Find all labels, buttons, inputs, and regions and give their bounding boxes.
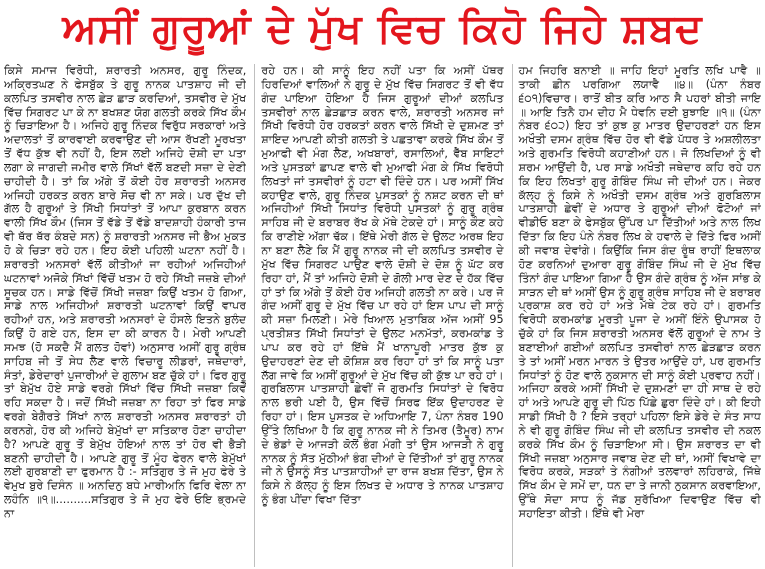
article-column-2 <box>254 64 503 567</box>
article-body <box>4 64 761 567</box>
column-text: ਕਿਸੇ ਸਮਾਜ ਵਿਰੋਧੀ, ਸ਼ਰਾਰਤੀ ਅਨਸਰ, ਗੁਰੂ ਨਿੰਦਕ, ਅਕ੍ਰਿਤਘਣ ਨੇ ਫੇਸਬੁੱਕ ਤੇ ਗੁਰੂ ਨਾਨਕ ਪਾਤਸ਼ਾਹ ਜੀ ਦੀ ਕਲਪਿਤ ਤਸਵੀਰ ਨਾਲ ਛੇੜ ਛਾੜ ਕਰਦਿਆਂ, ਤਸਵੀਰ ਦੇ ਮੁੱਖ ਵਿੱਚ ਸਿਗਰਟ ਪਾ ਕੇ ਨਾ ਬਖਸ਼ਣ ਯੋਗ ਗਲਤੀ ਕਰਕੇ ਸਿੱਖ ਕੌਮ ਨੂੰ ਚਿੜਾਇਆ ਹੈ। ਅਜਿਹੇ ਗੁਰੂ ਨਿੰਦਕ ਵਿਰੁੱਧ ਸਰਕਾਰਾਂ ਅਤੇ ਅਦਾਲਤਾਂ ਤੋਂ ਕਾਰਵਾਈ ਕਰਵਾਉਣ ਦੀ ਆਸ ਰੱਖਣੀ ਮੂਰਖਤਾ ਤੋਂ ਵੱਧ ਕੁੱਝ ਵੀ ਨਹੀਂ ਹੈ, ਇਸ ਲਈ ਅਜਿਹੇ ਦੋਸ਼ੀ ਦਾ ਪਤਾ ਲਗਾ ਕੇ ਜਾਗਦੀ ਜਮੀਰ ਵਾਲੇ ਸਿੱਖਾਂ ਵੱਲੋਂ ਬਣਦੀ ਸਜ਼ਾ ਦੇ ਦੇਣੀ ਚਾਹੀਦੀ ਹੈ। ਤਾਂ ਕਿ ਅੱਗੇ ਤੋਂ ਕੋਈ ਹੋਰ ਸ਼ਰਾਰਤੀ ਅਨਸਰ ਅਜਿਹੀ ਹਰਕਤ ਕਰਨ ਬਾਰੇ ਸੋਚ ਵੀ ਨਾ ਸਕੇ। ਪਰ ਦੁੱਖ ਦੀ ਗੱਲ ਹੈ ਗੁਰੂਆਂ ਤੇ ਸਿੱਖੀ ਸਿਧਾਂਤਾਂ ਤੋਂ ਆਪਾ ਕੁਰਬਾਨ ਕਰਨ ਵਾਲੀ ਸਿੱਖ ਕੌਮ (ਜਿਸ ਤੋਂ ਵੱਡੇ ਤੋਂ ਵੱਡੇ ਬਾਦਸ਼ਾਹੀ ਹੰਕਾਰੀ ਤਾਜ ਵੀ ਥੱਰ ਥੱਰ ਕੰਬਦੇ ਸਨ) ਨੂੰ ਸ਼ਰਾਰਤੀ ਅਨਸਰ ਜੀ ਭੈਅ ਮੁਕਤ ਹੋ ਕੇ ਚਿੜਾ ਰਹੇ ਹਨ। ਇਹ ਕੋਈ ਪਹਿਲੀ ਘਟਨਾ ਨਹੀਂ ਹੈ। ਸ਼ਰਾਰਤੀ ਅਨਸਰਾਂ ਵੱਲੋਂ ਕੀਤੀਆਂ ਜਾ ਰਹੀਆਂ ਅਜਿਹੀਆਂ ਘਟਨਾਵਾਂ ਅਜੋਕੇ ਸਿੱਖਾਂ ਵਿੱਚੋਂ ਖਤਮ ਹੋ ਰਹੇ ਸਿੱਖੀ ਜਜ਼ਬੇ ਦੀਆਂ ਸੂਚਕ ਹਨ। ਸਾਡੇ ਵਿੱਚੋਂ ਸਿੱਖੀ ਜਜ਼ਬਾ ਕਿਉਂ ਖਤਮ ਹੋ ਗਿਆ, ਸਾਡੇ ਨਾਲ ਅਜਿਹੀਆਂ ਸ਼ਰਾਰਤੀ ਘਟਨਾਵਾਂ ਕਿਉਂ ਵਾਪਰ ਰਹੀਆਂ ਹਨ, ਅਤੇ ਸ਼ਰਾਰਤੀ ਅਨਸਰਾਂ ਦੇ ਹੌਸਲੇ ਇਤਨੇ ਬੁਲੰਦ ਕਿਉਂ ਹੋ ਗਏ ਹਨ, ਇਸ ਦਾ ਕੀ ਕਾਰਨ ਹੈ। ਮੇਰੀ ਆਪਣੀ ਸਮਝ (ਹੋ ਸਕਦੈ ਮੈਂ ਗਲਤ ਹੋਵਾਂ) ਅਨੁਸਾਰ ਅਸੀਂ ਗੁਰੂ ਗ੍ਰੰਥ ਸਾਹਿਬ ਜੀ ਤੋਂ ਸੇਧ ਲੈਣ ਵਾਲੇ ਵਿਚਾਰੂ ਲੀਡਰਾਂ, ਜਥੇਦਾਰਾਂ, ਸੰਤਾਂ, ਡੇਰੇਦਾਰਾਂ ਪੁਜਾਰੀਆਂ ਦੇ ਗੁਲਾਮ ਬਣ ਚੁੱਕੇ ਹਾਂ। ਫਿਰ ਗੁਰੂ ਤਾਂ ਬੇਮੁੱਖ ਹੋਏ ਸਾਡੇ ਵਰਗੇ ਸਿੱਖਾਂ ਵਿੱਚ ਸਿੱਖੀ ਜਜ਼ਬਾ ਕਿਵੇਂ ਰਹਿ ਸਕਦਾ ਹੈ। ਜਦੋਂ ਸਿੱਖੀ ਜਜ਼ਬਾ ਨਾ ਰਿਹਾ ਤਾਂ ਫਿਰ ਸਾਡੇ ਵਰਗੇ ਬੇਗੈਰਤੇ ਸਿੱਖਾਂ ਨਾਲ ਸ਼ਰਾਰਤੀ ਅਨਸਰ ਸ਼ਰਾਰਤਾਂ ਹੀ ਕਰਨਗੇ, ਹੋਰ ਕੀ ਅਜਿਹੇ ਬੇਮੁੱਖਾਂ ਦਾ ਸਤਿਕਾਰ ਹੋਣਾ ਚਾਹੀਦਾ ਹੈ? ਆਪਣੇ ਗੁਰੂ ਤੋਂ ਬੇਮੁੱਖ ਹੋਇਆਂ ਨਾਲ ਤਾਂ ਹੋਰ ਵੀ ਭੈੜੀ ਬਣਨੀ ਚਾਹੀਦੀ ਹੈ। ਆਪਣੇ ਗੁਰੂ ਤੋਂ ਮੂੰਹ ਫੇਰਨ ਵਾਲੇ ਬੇਮੁੱਖਾਂ ਲਈ ਗੁਰਬਾਣੀ ਦਾ ਫੁਰਮਾਨ ਹੈ :- ਸਤਿਗੁਰ ਤੇ ਜੋ ਮੁਹ ਫੇਰੇ ਤੇ ਵੇਮੁਖ ਬੁਰੇ ਦਿਸੰਨ ॥ ਅਨਦਿਨੁ ਬਧੇ ਮਾਰੀਅਨਿ ਫਿਰਿ ਵੇਲਾ ਨਾ ਲਹੰਨਿ ॥੧॥..........ਸਤਿਗੁਰ ਤੇ ਜੋ ਮੁਹ ਫੇਰੇ ਓਇ ਭ੍ਰਮਦੇ ਨਾ <box>4 64 247 520</box>
headline: ਅਸੀਂ ਗੁਰੂਆਂ ਦੇ ਮੁੱਖ ਵਿਚ ਕਿਹੋ ਜਿਹੇ ਸ਼ਬਦ <box>62 6 703 52</box>
article-column-3 <box>512 64 761 567</box>
article-column-1 <box>4 64 246 567</box>
column-text: ਹਮ ਜਿਹਰਿ ਬਨਾਈ ॥ ਜਾਹਿ ਇਹਾਂ ਮੂਰਤਿ ਲਖਿ ਪਾਵੈ ॥ ਤਾਕੀ ਛੀਨ ਪਰਗਿਆ ਲਯਾਵੈ ॥੪॥ (ਪੰਨਾ ਨੰਬਰ ੬੦੧)ਵਿਚਾਰ। ਰਾਤੋਂ ਬੀਤ ਕਰਿ ਆਠ ਸੈ ਪਹਰਾਂ ਬੀਤੀ ਜਾਇ ॥ ਆਇ ਤਿਨੈ ਹਮ ਦੀਹ ਮੈ ਧੇਵਨਿ ਦਈ ਬੁਝਾਇ ॥੧॥ (ਪੰਨਾ ਨੰਬਰ ੬੦੨) ਇਹ ਤਾਂ ਕੁਝ ਕੁ ਮਾਤਰ ਉਦਾਹਰਣਾਂ ਹਨ ਇਸ ਅਖੌਤੀ ਦਸਮ ਗ੍ਰੰਥ ਵਿੱਚ ਹੋਰ ਵੀ ਵੱਡੇ ਪੱਧਰ ਤੇ ਅਸ਼ਲੀਲਤਾ ਅਤੇ ਗੁਰਮਤਿ ਵਿਰੋਧੀ ਕਹਾਣੀਆਂ ਹਨ। ਜੋ ਲਿਖਦਿਆਂ ਨੂੰ ਵੀ ਸ਼ਰਮ ਆਉਂਦੀ ਹੈ, ਪਰ ਸਾਡੇ ਅਖੌਤੀ ਜਥੇਦਾਰ ਕਹਿ ਰਹੇ ਹਨ ਕਿ ਇਹ ਲਿਖਤਾਂ ਗੁਰੂ ਗੋਬਿੰਦ ਸਿੰਘ ਜੀ ਦੀਆਂ ਹਨ। ਜੇਕਰ ਕੱਲ੍ਹ ਨੂੰ ਕਿਸੇ ਨੇ ਅਖੌਤੀ ਦਸਮ ਗ੍ਰੰਥ ਅਤੇ ਗੁਰਬਿਲਾਸ ਪਾਤਸ਼ਾਹੀ ਛੇਵੀਂ ਦੇ ਅਧਾਰ ਤੇ ਗੁਰੂਆਂ ਦੀਆਂ ਫੋਟੋਆਂ ਜਾਂ ਵੀਡੀਓ ਬਣਾ ਕੇ ਫੇਸਬੁੱਕ ਉੱਪਰ ਪਾ ਦਿੱਤੀਆਂ ਅਤੇ ਨਾਲ ਲਿਖ ਦਿੱਤਾ ਕਿ ਇਹ ਪੰਨੇ ਨੰਬਰ ਲਿਖ ਕੇ ਹਵਾਲੇ ਦੇ ਦਿੱਤੇ ਫਿਰ ਅਸੀਂ ਕੀ ਜਵਾਬ ਦੇਵਾਂਗੇ। ਕਿਉਂਕਿ ਜਿਸ ਗੰਦ ਰੂੰਥ ਰਾਹੀਂ ਇਥਲਾਕ ਹੋਣ ਕਰਨਿਆਂ ਦੁਆਰਾ ਗੁਰੂ ਗੋਬਿੰਦ ਸਿੰਘ ਜੀ ਦੇ ਮੁੱਖ ਵਿੱਚ ਤਿੰਨਾਂ ਗੰਦ ਪਾਇਆ ਗਿਆ ਹੈ ਉਸ ਗੰਦੇ ਗ੍ਰੰਥ ਨੂੰ ਅੱਜ ਸਾਂਭ ਕੇ ਸਾੜਨ ਦੀ ਥਾਂ ਅਸੀਂ ਉਸ ਨੂੰ ਗੁਰੂ ਗ੍ਰੰਥ ਸਾਹਿਬ ਜੀ ਦੇ ਬਰਾਬਰ ਪ੍ਰਕਾਸ਼ ਕਰ ਰਹੇ ਹਾਂ ਅਤੇ ਮੱਥੇ ਟੇਕ ਰਹੇ ਹਾਂ। ਗੁਰਮਤਿ ਵਿਰੋਧੀ ਕਰਮਕਾਂਡ ਮੂਰਤੀ ਪੂਜਾ ਦੇ ਅਸੀਂ ਇੰਨੇ ਉਪਾਸਕ ਹੋ ਚੁੱਕੇ ਹਾਂ ਕਿ ਜਿਸ ਸ਼ਰਾਰਤੀ ਅਨਸਰ ਵੱਲੋਂ ਗੁਰੂਆਂ ਦੇ ਨਾਮ ਤੇ ਬਣਾਈਆਂ ਗਈਆਂ ਕਲਪਿਤ ਤਸਵੀਰਾਂ ਨਾਲ ਛੇੜਛਾੜ ਕਰਨ ਤੇ ਤਾਂ ਅਸੀਂ ਮਰਨ ਮਾਰਨ ਤੇ ਉਤਰ ਆਉਂਦੇ ਹਾਂ, ਪਰ ਗੁਰਮਤਿ ਸਿਧਾਂਤਾਂ ਨੂੰ ਹੋਣ ਵਾਲੇ ਨੁਕਸਾਨ ਦੀ ਸਾਨੂੰ ਕੋਈ ਪ੍ਰਵਾਹ ਨਹੀਂ। ਅਜਿਹਾ ਕਰਕੇ ਅਸੀਂ ਸਿੱਖੀ ਦੇ ਦੁਸ਼ਮਣਾਂ ਦਾ ਹੀ ਸਾਥ ਦੇ ਰਹੇ ਹਾਂ ਅਤੇ ਆਪਣੇ ਗੁਰੂ ਦੀ ਪਿੱਠ ਪਿੱਛੇ ਛੁਰਾ ਦਿੰਦੇ ਹਾਂ। ਕੀ ਇਹੀ ਸਾਡੀ ਸਿੱਖੀ ਹੈ ? ਇਸੇ ਤਰ੍ਹਾਂ ਪਹਿਲਾ ਇਸੇ ਡੇਰੇ ਦੇ ਸੰਤ ਸਾਧ ਨੇ ਵੀ ਗੁਰੂ ਗੋਬਿੰਦ ਸਿੰਘ ਜੀ ਦੀ ਕਲਪਿਤ ਤਸਵੀਰ ਦੀ ਨਕਲ ਕਰਕੇ ਸਿੱਖ ਕੌਮ ਨੂੰ ਚਿੜਾਇਆ ਸੀ। ਉਸ ਸ਼ਰਾਰਤ ਦਾ ਵੀ ਸਿੱਖੀ ਜਜ਼ਬਾ ਅਨੁਸਾਰ ਜਵਾਬ ਦੇਣ ਦੀ ਥਾਂ, ਅਸੀਂ ਵਿਖਾਵੇ ਦਾ ਵਿਰੋਧ ਕਰਕੇ, ਸੜਕਾਂ ਤੇ ਨੰਗੀਆਂ ਤਲਵਾਰਾਂ ਲਹਿਰਾਕੇ, ਜਿੱਥੇ ਸਿੱਖ ਕੌਮ ਦੇ ਸਮੇਂ ਦਾ, ਧਨ ਦਾ ਤੇ ਜਾਨੀ ਨੁਕਸਾਨ ਕਰਵਾਇਆ, ਉੱਥੇ ਸੋਦਾ ਸਾਧ ਨੂੰ ਜੱਡ ਸੁਰੱਖਿਆ ਦਿਵਾਉਣ ਵਿੱਚ ਵੀ ਸਹਾਇਤਾ ਕੀਤੀ। ਇੱਥੇ ਵੀ ਮੇਰਾ <box>518 64 761 520</box>
column-text: ਰਹੇ ਹਨ। ਕੀ ਸਾਨੂੰ ਇਹ ਨਹੀਂ ਪਤਾ ਕਿ ਅਸੀਂ ਪੱਥਰ ਹਿਰਦਿਆਂ ਵਾਲਿਆਂ ਨੇ ਗੁਰੂ ਦੇ ਮੁੱਖ ਵਿੱਚ ਸਿਗਰਟ ਤੋਂ ਵੀ ਵੱਧ ਗੰਦ ਪਾਇਆ ਹੋਇਆ ਹੈ ਜਿਸ ਗੁਰੂਆਂ ਦੀਆਂ ਕਲਪਿਤ ਤਸਵੀਰਾਂ ਨਾਲ ਛੇੜਛਾੜ ਕਰਨ ਵਾਲੇ, ਸ਼ਰਾਰਤੀ ਅਨਸਰ ਜਾਂ ਸਿੱਖੀ ਵਿਰੋਧੀ ਹੋਰ ਹਰਕਤਾਂ ਕਰਨ ਵਾਲੇ ਸਿੱਖੀ ਦੇ ਦੁਸ਼ਮਣ ਤਾਂ ਸ਼ਾਇਦ ਆਪਣੀ ਕੀਤੀ ਗਲਤੀ ਤੇ ਪਛਤਾਵਾ ਕਰਕੇ ਸਿੱਖ ਕੌਮ ਤੋਂ ਮੁਆਫੀ ਵੀ ਮੰਗ ਲੈਣ, ਅਖਬਾਰਾਂ, ਰਸਾਲਿਆਂ, ਵੈੱਬ ਸਾਇਟਾਂ ਅਤੇ ਪੁਸਤਕਾਂ ਛਾਪਣ ਵਾਲੇ ਵੀ ਮੁਆਫੀ ਮੰਗ ਕੇ ਸਿੱਖ ਵਿਰੋਧੀ ਲਿਖਤਾਂ ਜਾਂ ਤਸਵੀਰਾਂ ਨੂੰ ਹਟਾ ਵੀ ਦਿੰਦੇ ਹਨ। ਪਰ ਅਸੀਂ ਸਿੱਖ ਕਹਾਉਣ ਵਾਲੇ, ਗੁਰੂ ਨਿੰਦਕ ਪੁਸਤਕਾਂ ਨੂੰ ਨਸ਼ਟ ਕਰਨ ਦੀ ਥਾਂ ਅਜਿਹੀਆਂ ਸਿੱਖੀ ਸਿਧਾਂਤ ਵਿਰੋਧੀ ਪੁਸਤਕਾਂ ਨੂੰ ਗੁਰੂ ਗ੍ਰੰਥ ਸਾਹਿਬ ਜੀ ਦੇ ਬਰਾਬਰ ਰੱਖ ਕੇ ਮੱਥੇ ਟੇਕਦੇ ਹਾਂ। ਸਾਨੂੰ ਕੌਣ ਕਹੇ ਕਿ ਰਾਣੀਏ ਅੱਗਾ ਢੱਕ। ਇੱਥੇ ਮੇਰੀ ਗੱਲ ਦੇ ਉਲਟ ਅਰਥ ਇਹ ਨਾ ਬਣਾ ਲੈਣੇ ਕਿ ਮੈਂ ਗੁਰੂ ਨਾਨਕ ਜੀ ਦੀ ਕਲਪਿਤ ਤਸਵੀਰ ਦੇ ਮੁੱਖ ਵਿੱਚ ਸਿਗਰਟ ਪਾਉਣ ਵਾਲੇ ਦੋਸ਼ੀ ਦੇ ਦੋਸ਼ ਨੂੰ ਘੱਟ ਕਰ ਰਿਹਾ ਹਾਂ, ਮੈਂ ਤਾਂ ਅਜਿਹੇ ਦੋਸ਼ੀ ਦੇ ਗੋਲੀ ਮਾਰ ਦੇਣ ਦੇ ਹੱਕ ਵਿੱਚ ਹਾਂ ਤਾਂ ਕਿ ਅੱਗੇ ਤੋਂ ਕੋਈ ਹੋਰ ਅਜਿਹੀ ਗਲਤੀ ਨਾ ਕਰੇ। ਪਰ ਜੋ ਗੰਦ ਅਸੀਂ ਗੁਰੂ ਦੇ ਮੁੱਖ ਵਿੱਚ ਪਾ ਰਹੇ ਹਾਂ ਇਸ ਪਾਪ ਦੀ ਸਾਨੂੰ ਕੀ ਸਜ਼ਾ ਮਿਲਣੀ। ਮੇਰੇ ਖਿਆਲ ਮੁਤਾਬਿਕ ਅੱਜ ਅਸੀਂ 95 ਪ੍ਰਤੀਸ਼ਤ ਸਿੱਖੀ ਸਿਧਾਂਤਾਂ ਦੇ ਉਲਟ ਮਨਮੱਤਾਂ, ਕਰਮਕਾਂਡ ਤੇ ਪਾਪ ਕਰ ਰਹੇ ਹਾਂ ਇੱਥੇ ਮੈਂ ਖਾਨਾਪੂਰੀ ਮਾਤਰ ਕੁੱਝ ਕੁ ਉਦਾਹਰਣਾਂ ਦੇਣ ਦੀ ਕੋਸ਼ਿਸ਼ ਕਰ ਰਿਹਾ ਹਾਂ ਤਾਂ ਕਿ ਸਾਨੂੰ ਪਤਾ ਲੱਗ ਜਾਵੇ ਕਿ ਅਸੀਂ ਗੁਰੂਆਂ ਦੇ ਮੁੱਖ ਵਿੱਚ ਕੀ ਕੁੱਝ ਪਾ ਰਹੇ ਹਾਂ। ਗੁਰਬਿਲਾਸ ਪਾਤਸ਼ਾਹੀ ਛੇਵੀਂ ਜੋ ਗੁਰਮਤਿ ਸਿਧਾਂਤਾਂ ਦੇ ਵਿਰੋਧ ਨਾਲ ਭਰੀ ਪਈ ਹੈ, ਉਸ ਵਿੱਚੋਂ ਸਿਰਫ ਇੱਕ ਉਦਾਹਰਣ ਦੇ ਰਿਹਾ ਹਾਂ। ਇਸ ਪੁਸਤਕ ਦੇ ਅਧਿਆਇ 7, ਪੰਨਾ ਨੰਬਰ 190 ਉੱਤੇ ਲਿਖਿਆ ਹੈ ਕਿ ਗੁਰੂ ਨਾਨਕ ਜੀ ਨੇ ਤਿਮਰ (ਤੈਮੂਰ) ਨਾਮ ਦੇ ਭੇਡਾਂ ਦੇ ਆਜੜੀ ਕੋਲੋਂ ਭੰਗ ਮੰਗੀ ਤਾਂ ਉਸ ਆਜੜੀ ਨੇ ਗੁਰੂ ਨਾਨਕ ਨੂੰ ਸੱਤ ਮੁੱਠੀਆਂ ਭੰਗ ਦੀਆਂ ਦੇ ਦਿੱਤੀਆਂ ਤਾਂ ਗੁਰੂ ਨਾਨਕ ਜੀ ਨੇ ਉਸਨੂੰ ਸੱਤ ਪਾਤਸ਼ਾਹੀਆਂ ਦਾ ਰਾਜ ਬਖਸ਼ ਦਿੱਤਾ, ਉਸ ਨੇ ਕਿਸੇ ਨੇ ਕੱਲ੍ਹ ਨੂੰ ਇਸ ਲਿਖਤ ਦੇ ਅਧਾਰ ਤੇ ਨਾਨਕ ਪਾਤਸ਼ਾਹ ਨੂੰ ਭੰਗ ਪੀਂਦਾ ਵਿਖਾ ਦਿੱਤਾ <box>261 64 504 507</box>
